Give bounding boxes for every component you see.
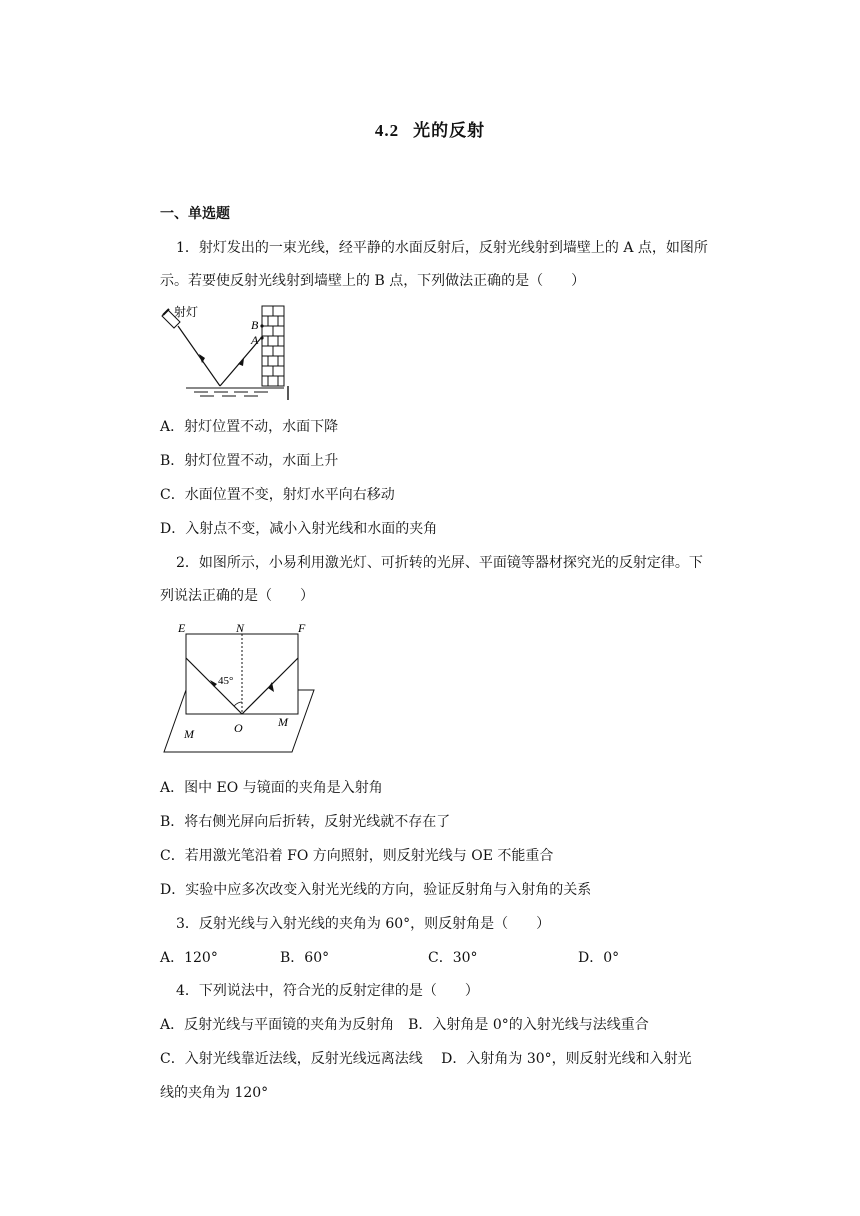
title-text: 光的反射 (413, 121, 486, 141)
q1-option-a: A．射灯位置不动，水面下降 (160, 419, 339, 435)
incident-arrow (199, 354, 205, 363)
label-m-right: M (278, 715, 288, 729)
label-e: E (178, 622, 186, 635)
wall (262, 306, 288, 400)
q2-option-a: A．图中 EO 与镜面的夹角是入射角 (160, 780, 383, 796)
q4-options-line2: C．入射光线靠近法线，反射光线远离法线 D．入射角为 30°，则反射光线和入射光 (160, 1051, 692, 1067)
q1-figure (158, 302, 298, 402)
q2-option-d: D．实验中应多次改变入射光光线的方向，验证反射角与入射角的关系 (160, 882, 592, 898)
q1-option-c: C．水面位置不变，射灯水平向右移动 (160, 487, 395, 503)
q2-line1: 2．如图所示，小易利用激光灯、可折转的光屏、平面镜等器材探究光的反射定律。下 (176, 555, 703, 571)
point-b-label: B (251, 318, 259, 332)
reflected-arrow (238, 358, 244, 366)
q2-option-c: C．若用激光笔沿着 FO 方向照射，则反射光线与 OE 不能重合 (160, 848, 554, 864)
q1-line1: 1．射灯发出的一束光线，经平静的水面反射后，反射光线射到墙壁上的 A 点，如图所 (176, 240, 708, 256)
q4-options-line3: 线的夹角为 120° (160, 1085, 269, 1101)
q2-line2: 列说法正确的是（ ） (160, 588, 314, 604)
q3-option-c: C．30° (428, 950, 478, 966)
q1-option-d: D．入射点不变，减小入射光线和水面的夹角 (160, 521, 438, 537)
q4-options-line1: A．反射光线与平面镜的夹角为反射角 B．入射角是 0°的入射光线与法线重合 (160, 1017, 649, 1033)
angle-label: 45° (218, 675, 234, 687)
label-n: N (236, 622, 245, 635)
q3-option-a: A．120° (160, 950, 218, 966)
q3-option-b: B．60° (280, 950, 330, 966)
point-a-label: A (251, 333, 259, 347)
q3-line1: 3．反射光线与入射光线的夹角为 60°，则反射角是（ ） (176, 916, 551, 932)
label-f: F (298, 622, 306, 635)
lamp-label: 射灯 (174, 305, 199, 319)
incident-ray (178, 326, 220, 386)
q2-option-b: B．将右侧光屏向后折转，反射光线就不存在了 (160, 814, 451, 830)
label-o: O (234, 721, 243, 735)
title-number: 4.2 (374, 121, 400, 140)
label-m-left: M (184, 727, 194, 741)
q3-option-d: D．0° (578, 950, 620, 966)
section-heading: 一、单选题 (160, 206, 230, 222)
q2-figure (160, 622, 325, 757)
page-title (0, 116, 860, 141)
q4-line1: 4．下列说法中，符合光的反射定律的是（ ） (176, 983, 479, 999)
q1-option-b: B．射灯位置不动，水面上升 (160, 453, 339, 469)
q1-line2: 示。若要使反射光线射到墙壁上的 B 点，下列做法正确的是（ ） (160, 273, 586, 289)
